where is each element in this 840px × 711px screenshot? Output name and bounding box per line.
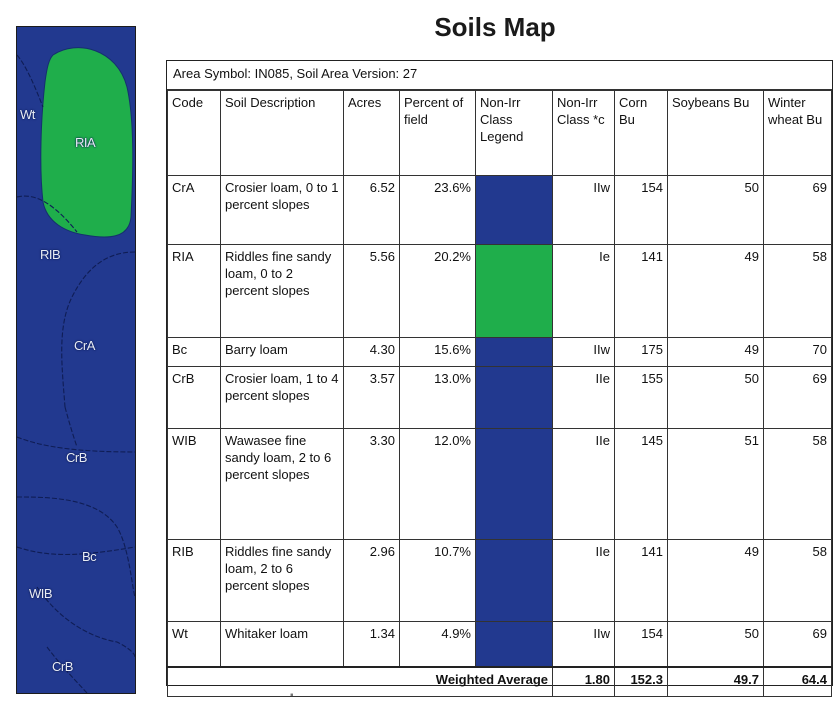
legend-swatch bbox=[476, 338, 552, 366]
cell-soybeans: 50 bbox=[668, 367, 764, 429]
cell-percent: 12.0% bbox=[400, 429, 476, 540]
cell-acres: 6.52 bbox=[344, 176, 400, 245]
cell-class: IIw bbox=[553, 622, 615, 668]
weighted-average-row bbox=[168, 667, 832, 697]
cell-percent: 4.9% bbox=[400, 622, 476, 668]
page-title: Soils Map bbox=[434, 12, 556, 42]
table-row bbox=[168, 338, 832, 367]
cell-percent: 10.7% bbox=[400, 540, 476, 622]
cell-acres: 1.34 bbox=[344, 622, 400, 668]
header-corn: Corn Bu bbox=[615, 91, 668, 176]
legend-swatch bbox=[476, 367, 552, 428]
cell-legend bbox=[476, 367, 553, 429]
cell-legend bbox=[476, 245, 553, 338]
cell-class: IIe bbox=[553, 367, 615, 429]
map-label-rib: RIB bbox=[40, 247, 61, 262]
header-acres: Acres bbox=[344, 91, 400, 176]
cell-code: RIA bbox=[168, 245, 221, 338]
cell-wheat: 69 bbox=[764, 367, 832, 429]
scan-mark: ▪ bbox=[290, 690, 294, 701]
cell-corn: 145 bbox=[615, 429, 668, 540]
cell-code: Bc bbox=[168, 338, 221, 367]
cell-class: Ie bbox=[553, 245, 615, 338]
cell-acres: 3.30 bbox=[344, 429, 400, 540]
area-symbol: Area Symbol: IN085, Soil Area Version: 27 bbox=[167, 61, 832, 90]
cell-soybeans: 51 bbox=[668, 429, 764, 540]
cell-soybeans: 49 bbox=[668, 338, 764, 367]
cell-soybeans: 50 bbox=[668, 176, 764, 245]
cell-legend bbox=[476, 622, 553, 668]
cell-acres: 4.30 bbox=[344, 338, 400, 367]
cell-description: Wawasee fine sandy loam, 2 to 6 percent slopes bbox=[221, 429, 344, 540]
cell-acres: 5.56 bbox=[344, 245, 400, 338]
cell-corn: 154 bbox=[615, 622, 668, 668]
map-label-bc: Bc bbox=[82, 549, 97, 564]
header-class: Non-Irr Class *c bbox=[553, 91, 615, 176]
cell-percent: 20.2% bbox=[400, 245, 476, 338]
table-row bbox=[168, 540, 832, 622]
cell-wheat: 69 bbox=[764, 622, 832, 668]
map-label-ria: RIA bbox=[75, 135, 96, 150]
cell-corn: 141 bbox=[615, 245, 668, 338]
map-label-crb: CrB bbox=[66, 450, 87, 465]
avg-class: 1.80 bbox=[553, 667, 615, 697]
table-row bbox=[168, 176, 832, 245]
cell-class: IIw bbox=[553, 176, 615, 245]
cell-code: WIB bbox=[168, 429, 221, 540]
cell-wheat: 70 bbox=[764, 338, 832, 367]
cell-percent: 13.0% bbox=[400, 367, 476, 429]
cell-description: Crosier loam, 1 to 4 percent slopes bbox=[221, 367, 344, 429]
cell-code: Wt bbox=[168, 622, 221, 668]
header-wheat: Winter wheat Bu bbox=[764, 91, 832, 176]
table-row bbox=[168, 367, 832, 429]
cell-percent: 23.6% bbox=[400, 176, 476, 245]
header-percent: Percent of field bbox=[400, 91, 476, 176]
cell-class: IIw bbox=[553, 338, 615, 367]
cell-wheat: 58 bbox=[764, 245, 832, 338]
header-description: Soil Description bbox=[221, 91, 344, 176]
cell-wheat: 58 bbox=[764, 429, 832, 540]
cell-soybeans: 49 bbox=[668, 245, 764, 338]
table-header-row bbox=[168, 91, 832, 176]
cell-corn: 154 bbox=[615, 176, 668, 245]
cell-description: Crosier loam, 0 to 1 percent slopes bbox=[221, 176, 344, 245]
avg-soybeans: 49.7 bbox=[668, 667, 764, 697]
map-label-wib: WIB bbox=[29, 586, 53, 601]
map-label-crb-2: CrB bbox=[52, 659, 73, 674]
cell-code: RIB bbox=[168, 540, 221, 622]
map-label-cra: CrA bbox=[74, 338, 95, 353]
soil-data-table bbox=[167, 90, 832, 697]
cell-description: Riddles fine sandy loam, 0 to 2 percent slopes bbox=[221, 245, 344, 338]
cell-wheat: 69 bbox=[764, 176, 832, 245]
cell-description: Riddles fine sandy loam, 2 to 6 percent slopes bbox=[221, 540, 344, 622]
cell-class: IIe bbox=[553, 429, 615, 540]
cell-class: IIe bbox=[553, 540, 615, 622]
soil-map bbox=[16, 26, 136, 694]
weighted-average-label: Weighted Average bbox=[168, 667, 553, 697]
cell-description: Barry loam bbox=[221, 338, 344, 367]
cell-corn: 155 bbox=[615, 367, 668, 429]
avg-wheat: 64.4 bbox=[764, 667, 832, 697]
map-label-wt: Wt bbox=[20, 107, 35, 122]
cell-wheat: 58 bbox=[764, 540, 832, 622]
legend-swatch bbox=[476, 245, 552, 337]
cell-legend bbox=[476, 176, 553, 245]
cell-acres: 3.57 bbox=[344, 367, 400, 429]
avg-corn: 152.3 bbox=[615, 667, 668, 697]
cell-description: Whitaker loam bbox=[221, 622, 344, 668]
legend-swatch bbox=[476, 540, 552, 621]
table-row bbox=[168, 622, 832, 668]
cell-corn: 141 bbox=[615, 540, 668, 622]
legend-swatch bbox=[476, 622, 552, 666]
cell-percent: 15.6% bbox=[400, 338, 476, 367]
cell-legend bbox=[476, 338, 553, 367]
header-soybeans: Soybeans Bu bbox=[668, 91, 764, 176]
cell-acres: 2.96 bbox=[344, 540, 400, 622]
cell-code: CrB bbox=[168, 367, 221, 429]
header-code: Code bbox=[168, 91, 221, 176]
cell-corn: 175 bbox=[615, 338, 668, 367]
cell-code: CrA bbox=[168, 176, 221, 245]
legend-swatch bbox=[476, 176, 552, 244]
cell-soybeans: 49 bbox=[668, 540, 764, 622]
cell-legend bbox=[476, 429, 553, 540]
header-legend: Non-Irr Class Legend bbox=[476, 91, 553, 176]
table-row bbox=[168, 245, 832, 338]
table-row bbox=[168, 429, 832, 540]
cell-legend bbox=[476, 540, 553, 622]
cell-soybeans: 50 bbox=[668, 622, 764, 668]
soil-table bbox=[166, 60, 833, 686]
legend-swatch bbox=[476, 429, 552, 539]
